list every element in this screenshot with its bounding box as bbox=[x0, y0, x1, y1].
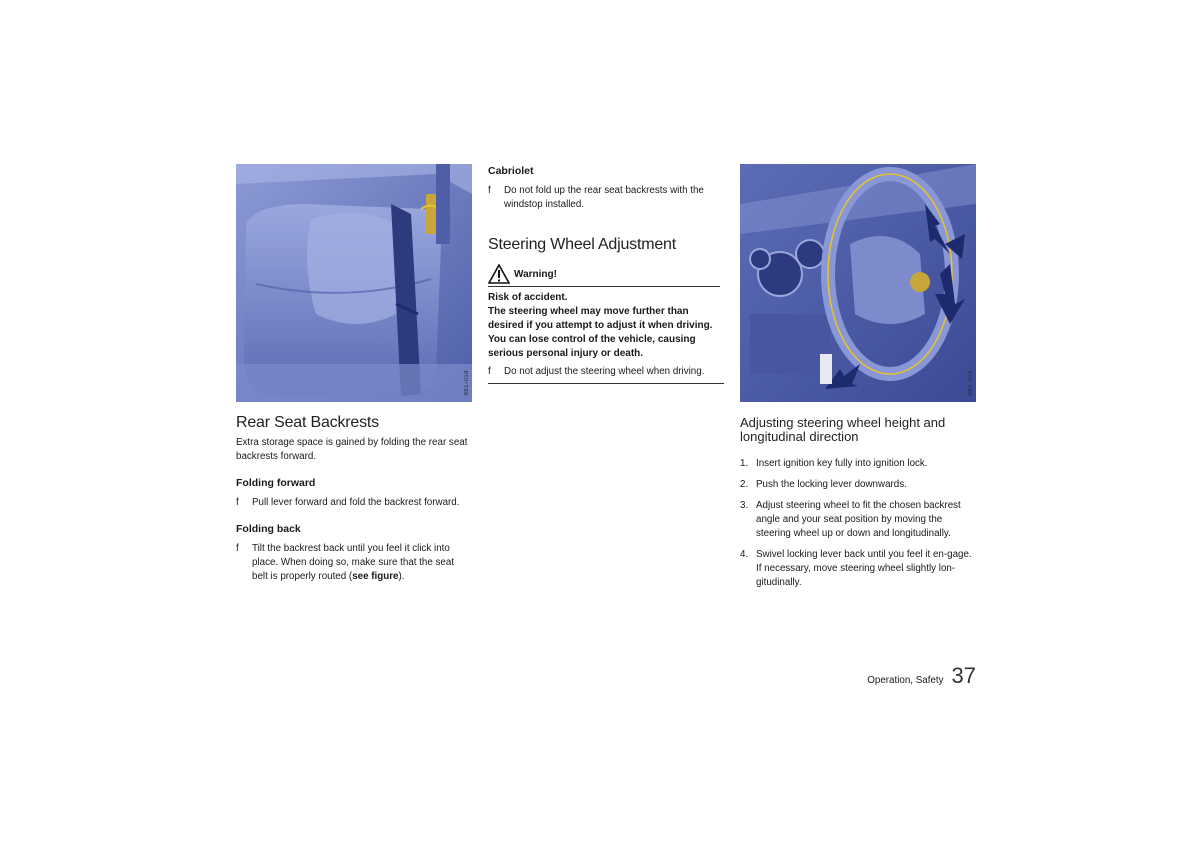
list-item bbox=[740, 457, 976, 471]
step-number: 4. bbox=[740, 549, 749, 560]
step-text: Swivel locking lever back until you feel it en-gage. bbox=[756, 549, 972, 560]
step-marker: f bbox=[236, 543, 239, 554]
step-text: Adjust steering wheel to fit the chosen backrest angle and your seat position by moving the steering wheel up or down and longitudinally. bbox=[756, 500, 961, 539]
step-marker: f bbox=[236, 497, 239, 508]
page-number: 37 bbox=[951, 663, 976, 688]
step-marker: f bbox=[488, 185, 491, 196]
warning-instruction-block bbox=[488, 365, 724, 384]
steering-heading: Steering Wheel Adjustment bbox=[488, 236, 676, 253]
folding-forward-text: Pull lever forward and fold the backrest forward. bbox=[252, 497, 460, 508]
cabriolet-text: Do not fold up the rear seat backrests with the windstop installed. bbox=[504, 185, 704, 210]
warning-header bbox=[488, 264, 720, 287]
step-extra-text: If necessary, move steering wheel slightly lon-gitudinally. bbox=[756, 563, 956, 588]
list-item bbox=[740, 548, 976, 590]
cabriolet-title: Cabriolet bbox=[488, 165, 534, 177]
warning-line-2: The steering wheel may move further than desired if you attempt to adjust it when driving. bbox=[488, 306, 713, 331]
step-number: 2. bbox=[740, 479, 749, 490]
instruction-step bbox=[488, 365, 724, 379]
warning-line-3: You can lose control of the vehicle, causing serious personal injury or death. bbox=[488, 334, 696, 359]
step-text: Push the locking lever downwards. bbox=[756, 479, 907, 490]
folding-forward-title: Folding forward bbox=[236, 477, 316, 489]
step-marker: f bbox=[488, 366, 491, 377]
section-name: Operation, Safety bbox=[867, 675, 944, 686]
folding-back-title: Folding back bbox=[236, 523, 301, 535]
instruction-text: Do not adjust the steering wheel when driving. bbox=[504, 366, 705, 377]
step-number: 3. bbox=[740, 500, 749, 511]
rear-seat-heading: Rear Seat Backrests bbox=[236, 414, 379, 431]
steering-wheel-illustration bbox=[740, 164, 976, 402]
warning-body bbox=[488, 291, 724, 361]
left-column bbox=[236, 164, 472, 584]
rear-seat-figure bbox=[236, 164, 472, 402]
warning-label: Warning! bbox=[514, 268, 557, 280]
step-text: Insert ignition key fully into ignition lock. bbox=[756, 458, 928, 469]
warning-line-1: Risk of accident. bbox=[488, 292, 568, 303]
folding-forward-step bbox=[236, 496, 472, 510]
folding-back-text-pre: Tilt the backrest back until you feel it click into place. When doing so, make sure that the seat belt is properly routed ( bbox=[252, 543, 455, 582]
right-column bbox=[740, 164, 976, 597]
middle-column bbox=[488, 164, 724, 384]
rear-seat-illustration bbox=[236, 164, 472, 402]
adjusting-heading: Adjusting steering wheel height and longitudinal direction bbox=[740, 415, 946, 444]
list-item bbox=[740, 478, 976, 492]
step-number: 1. bbox=[740, 458, 749, 469]
folding-back-text-post: ). bbox=[398, 571, 405, 582]
figure-code: 881-019 bbox=[968, 370, 974, 396]
rear-seat-intro: Extra storage space is gained by folding the rear seat backrests forward. bbox=[236, 437, 468, 462]
page-footer bbox=[867, 663, 976, 689]
steering-wheel-figure bbox=[740, 164, 976, 402]
see-figure-reference: see figure bbox=[352, 571, 399, 582]
warning-triangle-icon bbox=[488, 264, 510, 284]
list-item bbox=[740, 499, 976, 541]
steps-list bbox=[740, 457, 976, 590]
figure-code: 881-018 bbox=[464, 370, 470, 396]
folding-back-step bbox=[236, 542, 472, 584]
cabriolet-step bbox=[488, 184, 724, 212]
